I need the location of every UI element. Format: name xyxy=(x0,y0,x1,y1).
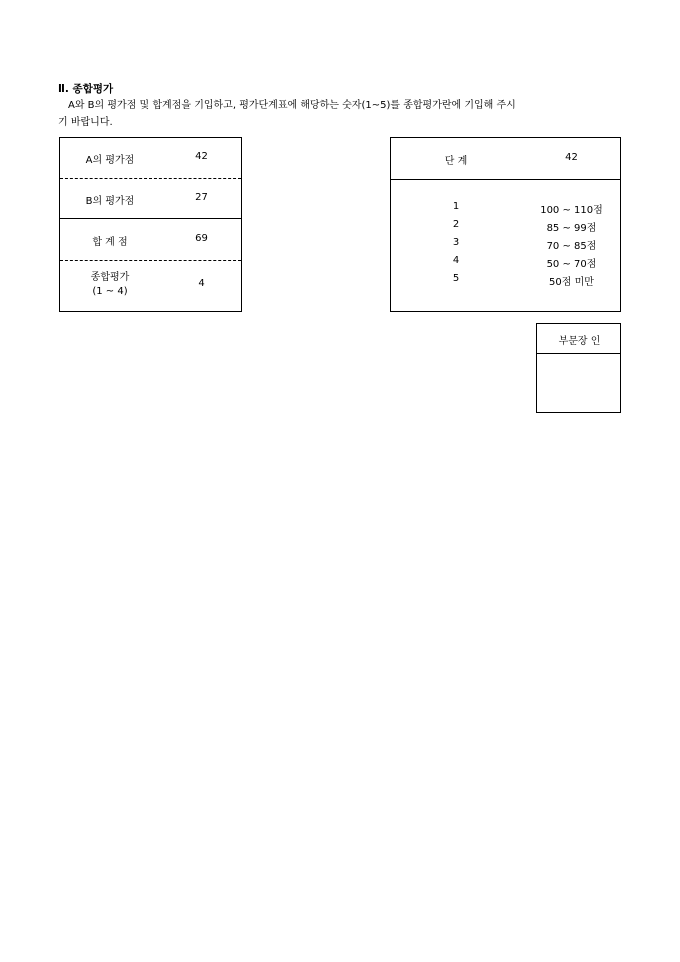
section-title: Ⅱ. 종합평가 xyxy=(58,83,114,95)
grade-table xyxy=(390,137,621,312)
row-divider xyxy=(60,178,241,179)
overall-range-label: (1 ~ 4) xyxy=(92,286,128,297)
instructions xyxy=(58,97,628,131)
approval-box xyxy=(536,323,621,413)
row-divider xyxy=(60,260,241,261)
grade-level: 5 xyxy=(452,273,460,284)
grade-level: 3 xyxy=(452,237,460,248)
overall-label: 종합평가 xyxy=(90,272,130,283)
b-score-label: B의 평가점 xyxy=(85,196,135,207)
header-divider xyxy=(391,179,620,180)
grade-level: 2 xyxy=(452,219,460,230)
approval-label: 부문장 인 xyxy=(558,336,601,347)
grade-range: 70 ~ 85점 xyxy=(546,241,597,252)
row-divider xyxy=(60,218,241,219)
grade-range: 85 ~ 99점 xyxy=(546,223,597,234)
sum-score-value[interactable]: 69 xyxy=(195,233,208,244)
grade-header-label: 단 계 xyxy=(444,156,468,167)
sum-score-label: 합 계 점 xyxy=(92,237,128,248)
grade-level: 4 xyxy=(452,255,460,266)
grade-range: 50점 미만 xyxy=(549,277,594,288)
score-table xyxy=(59,137,242,312)
grade-header-value: 42 xyxy=(565,152,578,163)
grade-range: 100 ~ 110점 xyxy=(540,205,603,216)
overall-value[interactable]: 4 xyxy=(198,278,205,289)
grade-range: 50 ~ 70점 xyxy=(546,259,597,270)
instruction-line-2: 기 바랍니다. xyxy=(58,117,113,128)
signature-area[interactable] xyxy=(537,354,622,412)
a-score-value[interactable]: 42 xyxy=(195,151,208,162)
b-score-value[interactable]: 27 xyxy=(195,192,208,203)
grade-level: 1 xyxy=(452,201,460,212)
instruction-line-1: A와 B의 평가점 및 합계점을 기입하고, 평가단계표에 해당하는 숫자(1~5)를 종합평가란에 기입해 주시 xyxy=(68,100,516,111)
a-score-label: A의 평가점 xyxy=(85,155,135,166)
